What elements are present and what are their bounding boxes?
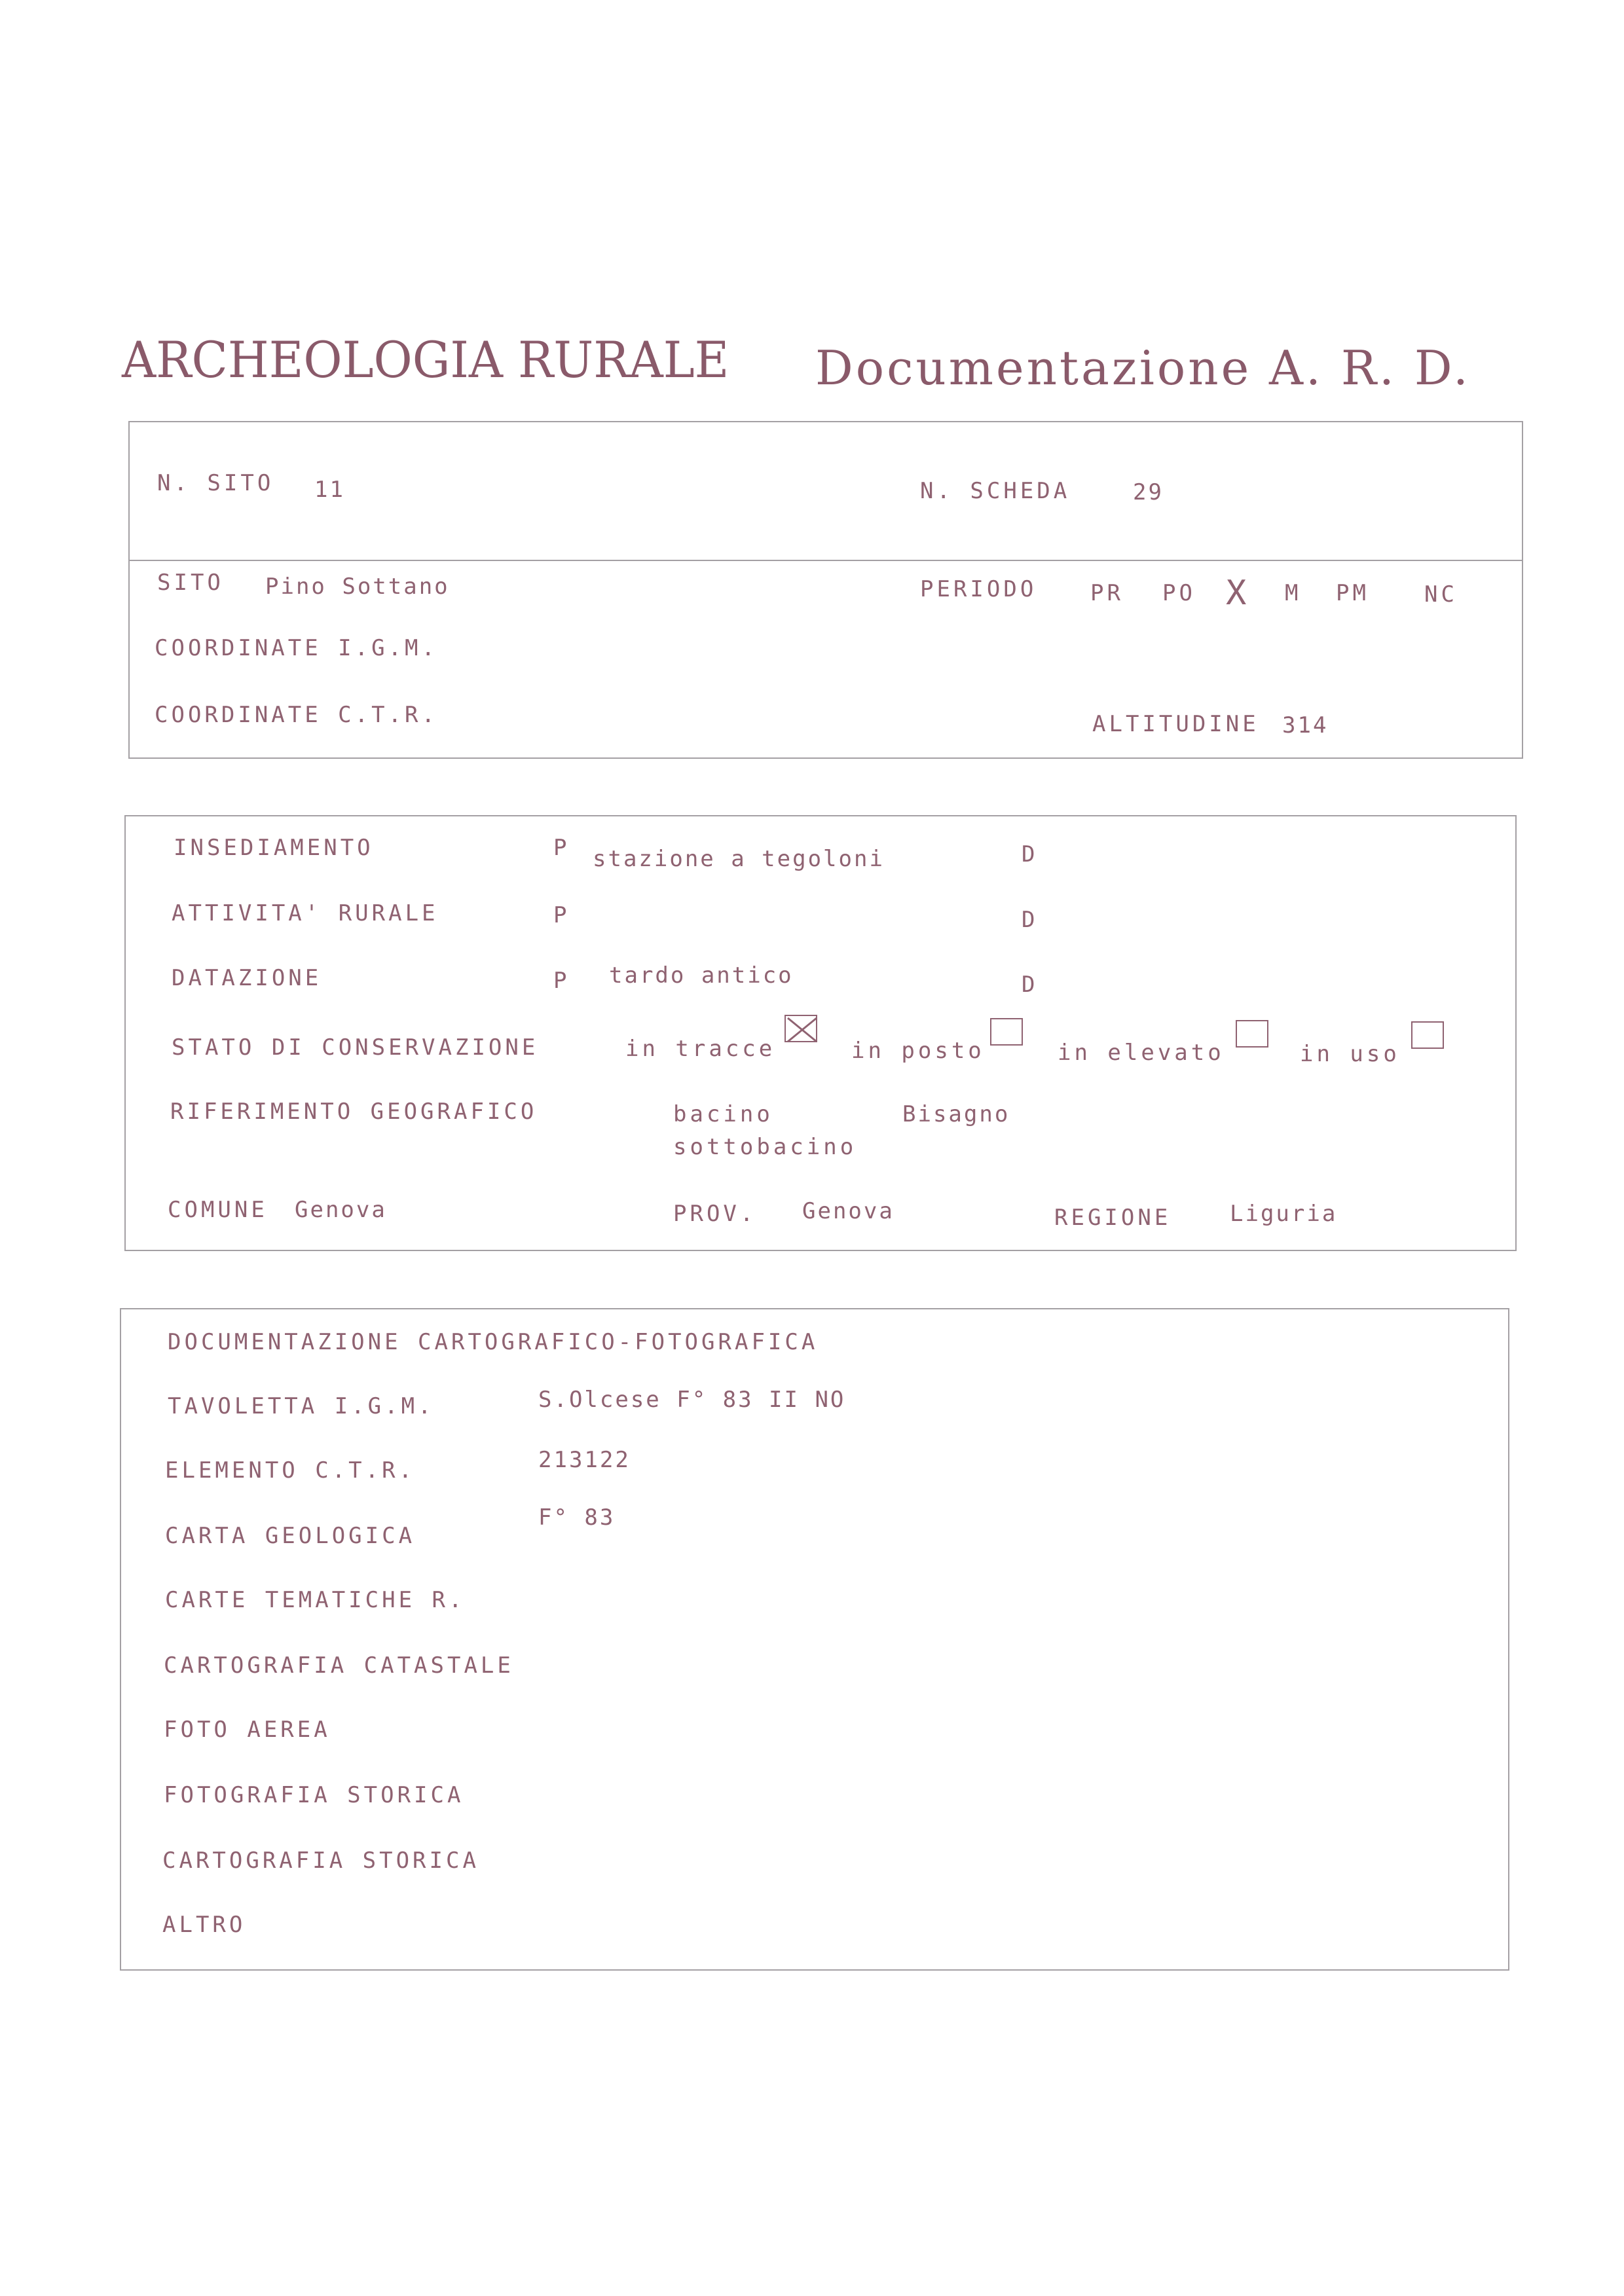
periodo-option-po: PO (1162, 580, 1196, 606)
riferimento-geografico-label: RIFERIMENTO GEOGRAFICO (170, 1099, 538, 1125)
bacino-value: Bisagno (902, 1101, 1010, 1127)
sito-label: SITO (157, 570, 224, 596)
datazione-p: P (553, 968, 570, 994)
tavoletta-igm-label: TAVOLETTA I.G.M. (168, 1393, 435, 1419)
elemento-ctr-value: 213122 (538, 1447, 631, 1473)
coordinate-igm-label: COORDINATE I.G.M. (155, 635, 438, 661)
attivita-d: D (1022, 907, 1039, 933)
title-archeologia: ARCHEOLOGIA RURALE (122, 331, 729, 389)
bacino-label: bacino (673, 1101, 773, 1127)
cartografia-catastale-label: CARTOGRAFIA CATASTALE (164, 1652, 514, 1679)
cartografia-storica-label: CARTOGRAFIA STORICA (162, 1848, 479, 1874)
section-settlement-details (124, 815, 1517, 1251)
stato-option-in-uso-checkbox[interactable] (1411, 1021, 1444, 1049)
carte-tematiche-label: CARTE TEMATICHE R. (165, 1587, 466, 1613)
insediamento-label: INSEDIAMENTO (174, 835, 374, 861)
doc-cartografico-heading: DOCUMENTAZIONE CARTOGRAFICO-FOTOGRAFICA (168, 1329, 819, 1355)
elemento-ctr-label: ELEMENTO C.T.R. (165, 1457, 416, 1484)
sito-value: Pino Sottano (265, 574, 450, 600)
n-sito-label: N. SITO (157, 470, 274, 496)
insediamento-d: D (1022, 841, 1039, 867)
datazione-d: D (1022, 972, 1039, 998)
tavoletta-igm-value: S.Olcese F° 83 II NO (538, 1387, 846, 1413)
datazione-value: tardo antico (609, 962, 794, 989)
section1-divider (128, 560, 1522, 561)
attivita-p: P (553, 902, 570, 928)
altitudine-label: ALTITUDINE (1092, 711, 1259, 737)
stato-option-in-posto-label: in posto (851, 1038, 985, 1064)
insediamento-value: stazione a tegoloni (593, 846, 885, 872)
prov-value: Genova (802, 1198, 895, 1224)
periodo-option-m: M (1285, 580, 1302, 606)
stato-option-in-elevato-label: in elevato (1058, 1040, 1225, 1066)
periodo-option-pm: PM (1336, 580, 1369, 606)
regione-value: Liguria (1230, 1201, 1338, 1227)
attivita-rurale-label: ATTIVITA' RURALE (172, 900, 439, 926)
periodo-option-selected-mark: X (1226, 574, 1250, 613)
carta-geologica-value: F° 83 (538, 1504, 616, 1531)
altro-label: ALTRO (162, 1912, 246, 1938)
regione-label: REGIONE (1054, 1205, 1172, 1231)
altitudine-value: 314 (1282, 712, 1329, 738)
stato-option-in-uso-label: in uso (1300, 1041, 1400, 1067)
prov-label: PROV. (673, 1201, 757, 1227)
stato-option-in-elevato-checkbox[interactable] (1236, 1020, 1268, 1048)
title-documentazione: Documentazione A. R. D. (815, 340, 1471, 395)
carta-geologica-label: CARTA GEOLOGICA (165, 1523, 416, 1549)
comune-label: COMUNE (168, 1197, 268, 1223)
stato-option-in-posto-checkbox[interactable] (990, 1018, 1023, 1046)
n-sito-value: 11 (314, 477, 345, 503)
coordinate-ctr-label: COORDINATE C.T.R. (155, 702, 438, 728)
datazione-label: DATAZIONE (172, 965, 322, 991)
periodo-option-pr: PR (1090, 580, 1124, 606)
comune-value: Genova (295, 1197, 387, 1223)
fotografia-storica-label: FOTOGRAFIA STORICA (164, 1782, 464, 1808)
insediamento-p: P (553, 835, 570, 861)
checked-x-icon (786, 1016, 819, 1044)
stato-conservazione-label: STATO DI CONSERVAZIONE (172, 1034, 539, 1061)
periodo-option-nc: NC (1424, 581, 1458, 608)
n-scheda-label: N. SCHEDA (920, 478, 1071, 504)
stato-option-in-tracce-checkbox[interactable] (784, 1015, 817, 1042)
n-scheda-value: 29 (1133, 479, 1164, 505)
periodo-label: PERIODO (920, 576, 1037, 602)
sottobacino-label: sottobacino (673, 1134, 857, 1160)
stato-option-in-tracce-label: in tracce (625, 1036, 776, 1062)
foto-aerea-label: FOTO AEREA (164, 1717, 331, 1743)
